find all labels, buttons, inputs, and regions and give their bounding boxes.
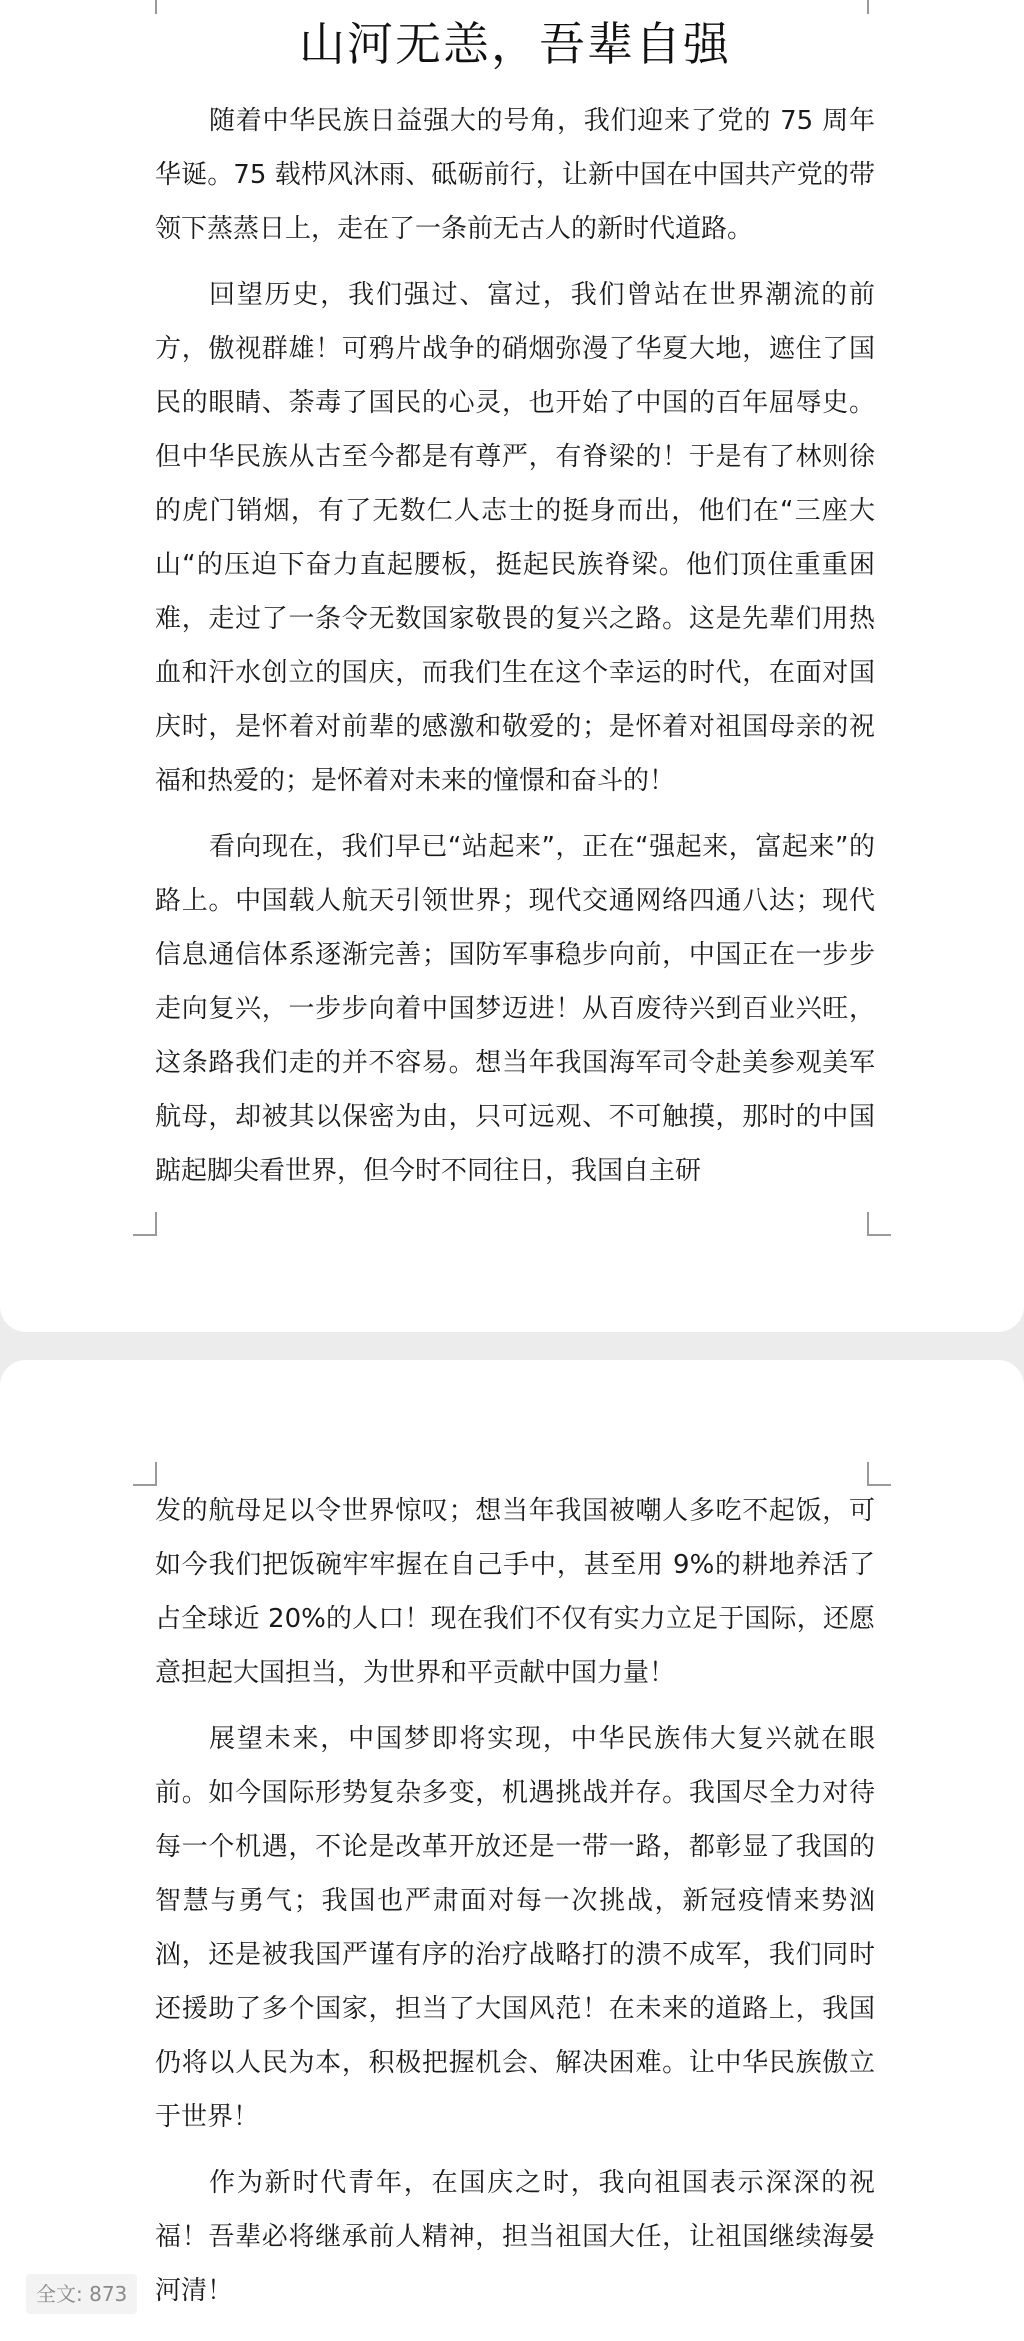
- document-page-2: [0, 1360, 1024, 2341]
- crop-mark-top-right: [867, 1462, 891, 1486]
- word-count-badge: 全文: 873: [26, 2274, 137, 2314]
- page-2-content: [155, 1484, 875, 2318]
- crop-mark-bottom-left: [133, 1212, 157, 1236]
- paragraph-continuation: 发的航母足以令世界惊叹；想当年我国被嘲人多吃不起饭，可如今我们把饭碗牢牢握在自己手中，甚至用 9%的耕地养活了占全球近 20%的人口！现在我们不仅有实力立足于国际，还愿意担起大国担当，为世界和平贡献中国力量！: [155, 1496, 875, 1688]
- crop-mark-top-left: [133, 0, 157, 14]
- document-title: 山河无恙，吾辈自强: [299, 17, 731, 71]
- paragraph-history: 回望历史，我们强过、富过，我们曾站在世界潮流的前方，傲视群雄！可鸦片战争的硝烟弥漫了华夏大地，遮住了国民的眼睛、荼毒了国民的心灵，也开始了中国的百年屈辱史。但中华民族从古至今都是有尊严，有脊梁的！于是有了林则徐的虎门销烟，有了无数仁人志士的挺身而出，他们在“三座大山“的压迫下奋力直起腰板，挺起民族脊梁。他们顶住重重困难，走过了一条令无数国家敬畏的复兴之路。这是先辈们用热血和汗水创立的国庆，而我们生在这个幸运的时代，在面对国庆时，是怀着对前辈的感激和敬爱的；是怀着对祖国母亲的祝福和热爱的；是怀着对未来的憧憬和奋斗的！: [155, 280, 875, 796]
- paragraph-future: 展望未来，中国梦即将实现，中华民族伟大复兴就在眼前。如今国际形势复杂多变，机遇挑战并存。我国尽全力对待每一个机遇，不论是改革开放还是一带一路，都彰显了我国的智慧与勇气；我国也严肃面对每一次挑战，新冠疫情来势汹汹，还是被我国严谨有序的治疗战略打的溃不成军，我们同时还援助了多个国家，担当了大国风范！在未来的道路上，我国仍将以人民为本，积极把握机会、解决困难。让中华民族傲立于世界！: [155, 1724, 875, 2132]
- page-1-content: [155, 18, 875, 1198]
- crop-mark-top-left: [133, 1462, 157, 1486]
- paragraph-present: 看向现在，我们早已“站起来”，正在“强起来，富起来”的路上。中国载人航天引领世界；现代交通网络四通八达；现代信息通信体系逐渐完善；国防军事稳步向前，中国正在一步步走向复兴，一步步向着中国梦迈进！从百废待兴到百业兴旺，这条路我们走的并不容易。想当年我国海军司令赴美参观美军航母，却被其以保密为由，只可远观、不可触摸，那时的中国踮起脚尖看世界，但今时不同往日，我国自主研: [155, 832, 875, 1186]
- crop-mark-top-right: [867, 0, 891, 14]
- paragraph-closing: 作为新时代青年，在国庆之时，我向祖国表示深深的祝福！吾辈必将继承前人精神，担当祖国大任，让祖国继续海晏河清！: [155, 2168, 875, 2306]
- crop-mark-bottom-right: [867, 1212, 891, 1236]
- paragraph-anniversary: 随着中华民族日益强大的号角，我们迎来了党的 75 周年华诞。75 载栉风沐雨、砥砺前行，让新中国在中国共产党的带领下蒸蒸日上，走在了一条前无古人的新时代道路。: [155, 106, 875, 244]
